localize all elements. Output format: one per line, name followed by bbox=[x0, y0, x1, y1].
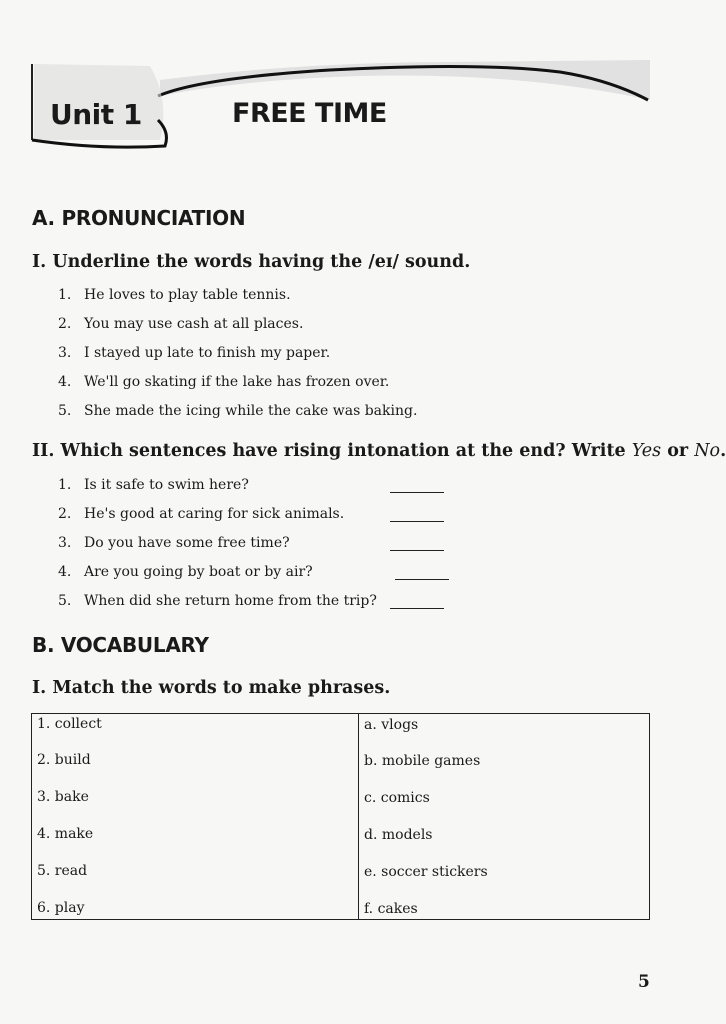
item-text: When did she return home from the trip? bbox=[84, 593, 377, 609]
item-number: 3. bbox=[58, 535, 72, 551]
item-number: 3. bbox=[58, 345, 72, 361]
list-item bbox=[58, 593, 377, 609]
item-text: I stayed up late to finish my paper. bbox=[84, 345, 331, 361]
left-cell: 6. play bbox=[37, 900, 85, 916]
right-cell: b. mobile games bbox=[364, 753, 481, 769]
item-text: He loves to play table tennis. bbox=[84, 287, 291, 303]
item-text: We'll go skating if the lake has frozen over. bbox=[84, 374, 390, 390]
item-text: He's good at caring for sick animals. bbox=[84, 506, 345, 522]
item-text: Do you have some free time? bbox=[84, 535, 290, 551]
item-text: She made the icing while the cake was baking. bbox=[84, 403, 418, 419]
item-number: 2. bbox=[58, 316, 72, 332]
left-cell: 4. make bbox=[37, 826, 94, 842]
item-number: 5. bbox=[58, 593, 72, 609]
list-item bbox=[58, 287, 291, 303]
unit-header bbox=[0, 0, 686, 170]
section-b-heading: B. VOCABULARY bbox=[32, 633, 209, 657]
item-number: 4. bbox=[58, 374, 72, 390]
task-a1-heading: I. Underline the words having the /eɪ/ sound. bbox=[32, 252, 471, 272]
item-text: Are you going by boat or by air? bbox=[84, 564, 313, 580]
right-cell: d. models bbox=[364, 827, 433, 843]
answer-blank[interactable] bbox=[390, 492, 444, 493]
task-a2-heading-no: No bbox=[694, 441, 721, 461]
item-text: Is it safe to swim here? bbox=[84, 477, 249, 493]
item-text: You may use cash at all places. bbox=[84, 316, 304, 332]
right-cell: c. comics bbox=[364, 790, 430, 806]
list-item bbox=[58, 316, 303, 332]
left-cell: 1. collect bbox=[37, 716, 102, 732]
task-a2-heading-yes: Yes bbox=[631, 441, 662, 461]
item-number: 1. bbox=[58, 287, 72, 303]
list-item bbox=[58, 564, 313, 580]
task-a2-heading-end: . bbox=[720, 441, 726, 461]
task-a2-heading-or: or bbox=[661, 441, 695, 461]
answer-blank[interactable] bbox=[395, 579, 449, 580]
unit-label: Unit 1 bbox=[50, 98, 142, 131]
list-item bbox=[58, 535, 290, 551]
right-cell: e. soccer stickers bbox=[364, 864, 488, 880]
header-decoration bbox=[0, 0, 686, 170]
task-a2-heading bbox=[32, 441, 726, 461]
left-cell: 3. bake bbox=[37, 789, 89, 805]
matching-table bbox=[31, 713, 650, 920]
left-cell: 5. read bbox=[37, 863, 88, 879]
right-cell: a. vlogs bbox=[364, 717, 419, 733]
task-b1-heading: I. Match the words to make phrases. bbox=[32, 678, 391, 698]
item-number: 1. bbox=[58, 477, 72, 493]
page-number: 5 bbox=[638, 972, 650, 992]
column-divider bbox=[358, 714, 359, 919]
task-a2-heading-prefix: II. Which sentences have rising intonation at the end? Write bbox=[32, 441, 632, 461]
right-cell: f. cakes bbox=[364, 901, 418, 917]
answer-blank[interactable] bbox=[390, 521, 444, 522]
list-item bbox=[58, 374, 389, 390]
item-number: 2. bbox=[58, 506, 72, 522]
item-number: 5. bbox=[58, 403, 72, 419]
item-number: 4. bbox=[58, 564, 72, 580]
list-item bbox=[58, 477, 249, 493]
unit-title: FREE TIME bbox=[232, 98, 387, 129]
list-item bbox=[58, 506, 344, 522]
answer-blank[interactable] bbox=[390, 550, 444, 551]
left-cell: 2. build bbox=[37, 752, 91, 768]
section-a-heading: A. PRONUNCIATION bbox=[32, 206, 246, 230]
answer-blank[interactable] bbox=[390, 608, 444, 609]
list-item bbox=[58, 403, 417, 419]
list-item bbox=[58, 345, 330, 361]
